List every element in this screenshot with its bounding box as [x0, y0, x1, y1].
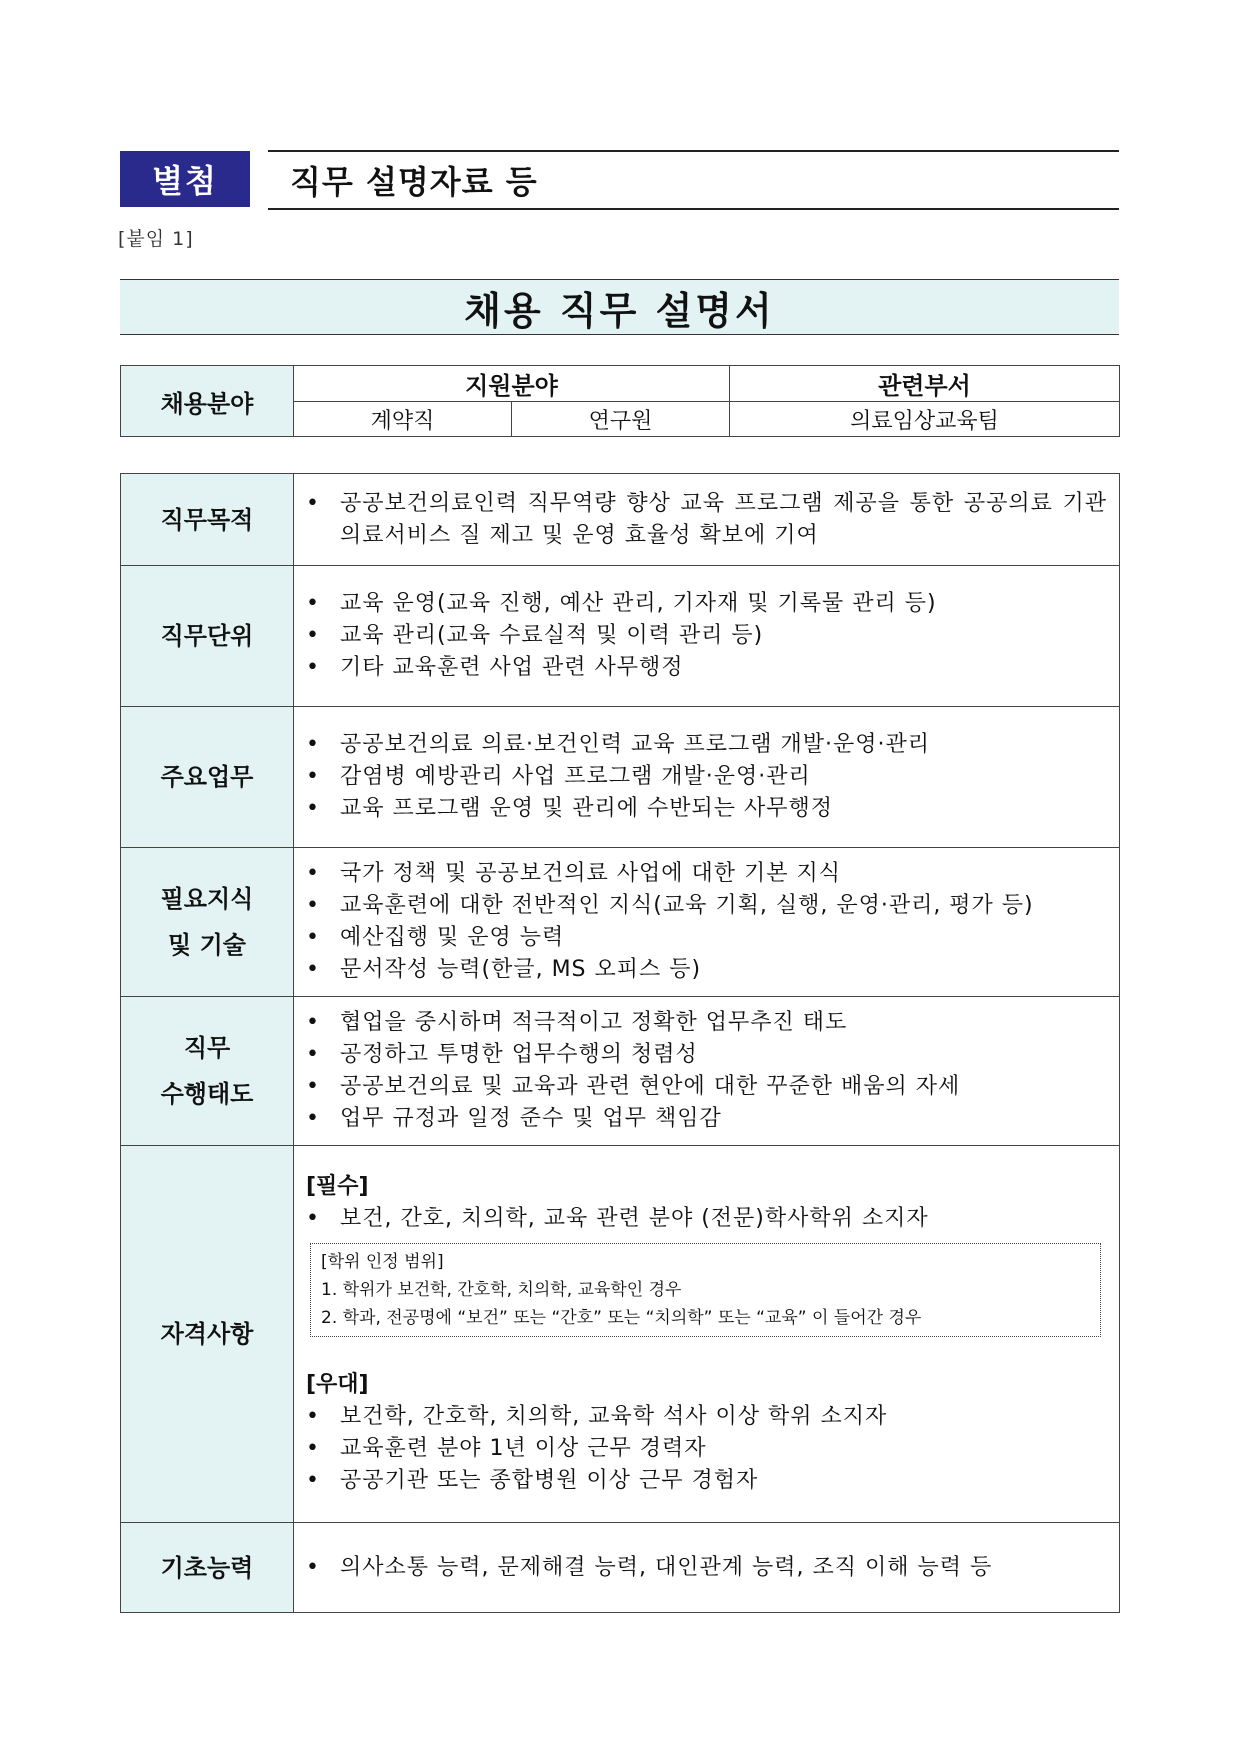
note-line: 1. 학위가 보건학, 간호학, 치의학, 교육학인 경우	[321, 1280, 682, 1300]
attitude-label-line1: 직무	[183, 1034, 231, 1062]
note-title: [학위 인정 범위]	[321, 1252, 444, 1272]
unit-item: • 기타 교육훈련 사업 관련 사무행정	[304, 652, 1107, 684]
basic-item: • 의사소통 능력, 문제해결 능력, 대인관계 능력, 조직 이해 능력 등	[304, 1552, 1107, 1584]
preferred-item: • 보건학, 간호학, 치의학, 교육학 석사 이상 학위 소지자	[304, 1401, 1107, 1433]
unit-item: • 교육 운영(교육 진행, 예산 관리, 기자재 및 기록물 관리 등)	[304, 588, 1107, 620]
note-line: 2. 학과, 전공명에 “보건” 또는 “간호” 또는 “치의학” 또는 “교육” 이 들어간 경우	[321, 1308, 922, 1328]
knowledge-label-line1: 필요지식	[160, 885, 254, 913]
support-field-header: 지원분야	[294, 366, 730, 402]
qualifications-row	[121, 1146, 1120, 1523]
document-title: 채용 직무 설명서	[120, 279, 1119, 335]
job-description-table	[120, 473, 1120, 1613]
required-heading: [필수]	[306, 1174, 369, 1199]
purpose-item: • 공공보건의료인력 직무역량 향상 교육 프로그램 제공을 통한 공공의료 기관 의료서비스 질 제고 및 운영 효율성 확보에 기여	[304, 488, 1107, 552]
knowledge-label-line2: 및 기술	[168, 931, 246, 959]
duties-row	[121, 707, 1120, 848]
duties-item: • 감염병 예방관리 사업 프로그램 개발·운영·관리	[304, 761, 1107, 793]
employment-type: 계약직	[294, 402, 512, 437]
unit-label: 직무단위	[121, 566, 294, 707]
knowledge-item: • 교육훈련에 대한 전반적인 지식(교육 기획, 실행, 운영·관리, 평가 등)	[304, 890, 1107, 922]
required-item: • 보건, 간호, 치의학, 교육 관련 분야 (전문)학사학위 소지자	[304, 1203, 1107, 1235]
attachment-badge: 별첨	[120, 151, 250, 207]
knowledge-item: • 예산집행 및 운영 능력	[304, 922, 1107, 954]
basic-label: 기초능력	[121, 1523, 294, 1613]
attitude-row	[121, 997, 1120, 1146]
department-header: 관련부서	[730, 366, 1120, 402]
preferred-item: • 교육훈련 분야 1년 이상 근무 경력자	[304, 1433, 1107, 1465]
basic-row	[121, 1523, 1120, 1613]
unit-row	[121, 566, 1120, 707]
purpose-row	[121, 474, 1120, 566]
knowledge-item: • 문서작성 능력(한글, MS 오피스 등)	[304, 954, 1107, 986]
knowledge-row	[121, 848, 1120, 997]
purpose-label: 직무목적	[121, 474, 294, 566]
page-title: 직무 설명자료 등	[268, 150, 1119, 210]
unit-item: • 교육 관리(교육 수료실적 및 이력 관리 등)	[304, 620, 1107, 652]
recruit-field-label: 채용분야	[121, 366, 294, 437]
attachment-label: [붙임 1]	[118, 228, 194, 250]
duties-label: 주요업무	[121, 707, 294, 848]
department-value: 의료임상교육팀	[730, 402, 1120, 437]
recruit-field-table	[120, 365, 1120, 437]
preferred-heading: [우대]	[306, 1372, 369, 1397]
duties-item: • 공공보건의료 의료·보건인력 교육 프로그램 개발·운영·관리	[304, 729, 1107, 761]
attitude-item: • 협업을 중시하며 적극적이고 정확한 업무추진 태도	[304, 1007, 1107, 1039]
attitude-item: • 공공보건의료 및 교육과 관련 현안에 대한 꾸준한 배움의 자세	[304, 1071, 1107, 1103]
duties-item: • 교육 프로그램 운영 및 관리에 수반되는 사무행정	[304, 793, 1107, 825]
attitude-label-line2: 수행태도	[160, 1080, 254, 1108]
qualifications-label: 자격사항	[121, 1146, 294, 1523]
page-header	[120, 150, 1119, 210]
position-value: 연구원	[512, 402, 730, 437]
knowledge-item: • 국가 정책 및 공공보건의료 사업에 대한 기본 지식	[304, 858, 1107, 890]
attitude-item: • 업무 규정과 일정 준수 및 업무 책임감	[304, 1103, 1107, 1135]
degree-scope-note	[310, 1243, 1101, 1337]
attitude-item: • 공정하고 투명한 업무수행의 청렴성	[304, 1039, 1107, 1071]
preferred-item: • 공공기관 또는 종합병원 이상 근무 경험자	[304, 1465, 1107, 1497]
